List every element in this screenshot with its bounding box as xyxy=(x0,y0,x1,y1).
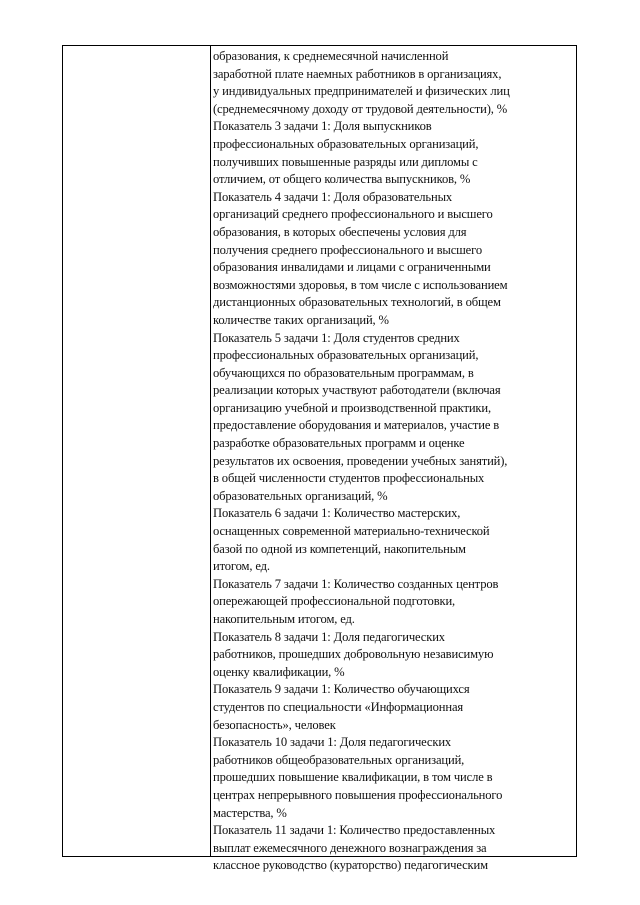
text-line: накопительным итогом, ед. xyxy=(213,612,355,626)
text-line: прошедших повышение квалификации, в том числе в xyxy=(213,770,493,785)
text-line: профессиональных образовательных организаций, xyxy=(213,348,479,363)
text-line: базой по одной из компетенций, накопительным xyxy=(213,541,466,556)
text-line: заработной плате наемных работников в организациях, xyxy=(213,66,502,81)
text-line: в общей численности студентов профессиональных xyxy=(213,471,485,486)
text-line: образования, к среднемесячной начисленной xyxy=(213,49,449,63)
text-line: профессиональных образовательных организаций, xyxy=(213,136,479,151)
text-line: работников, прошедших добровольную независимую xyxy=(213,647,494,662)
text-line: Показатель 11 задачи 1: Количество предоставленных xyxy=(213,823,496,838)
text-line: возможностями здоровья, в том числе с использованием xyxy=(213,277,508,292)
text-line: обучающихся по образовательным программам, в xyxy=(213,365,474,380)
text-line: организацию учебной и производственной практики, xyxy=(213,400,491,415)
document-table xyxy=(62,45,577,873)
table-right-column xyxy=(211,46,576,873)
text-line: отличием, от общего количества выпускников, % xyxy=(213,172,471,187)
text-line: безопасность», человек xyxy=(213,717,336,732)
table-left-column xyxy=(63,46,211,856)
text-line: Показатель 10 задачи 1: Доля педагогических xyxy=(213,735,452,750)
text-line: Показатель 7 задачи 1: Количество созданных центров xyxy=(213,576,499,591)
text-line: центрах непрерывного повышения профессионального xyxy=(213,787,503,802)
text-line: (среднемесячному доходу от трудовой деятельности), % xyxy=(213,101,508,116)
text-line: разработке образовательных программ и оценке xyxy=(213,436,465,451)
text-line: оснащенных современной материально-технической xyxy=(213,524,490,539)
text-line: организаций среднего профессионального и высшего xyxy=(213,207,493,222)
text-line: количестве таких организаций, % xyxy=(213,312,389,327)
text-line: опережающей профессиональной подготовки, xyxy=(213,594,456,609)
text-line: у индивидуальных предпринимателей и физических лиц xyxy=(213,84,510,99)
text-line: работников общеобразовательных организаций, xyxy=(213,752,465,767)
text-line: образования, в которых обеспечены условия для xyxy=(213,224,467,239)
text-line: образования инвалидами и лицами с ограниченными xyxy=(213,260,491,275)
text-line: оценку квалификации, % xyxy=(213,664,345,679)
text-line: получивших повышенные разряды или дипломы с xyxy=(213,154,478,169)
text-line: выплат ежемесячного денежного вознаграждения за xyxy=(213,840,487,855)
text-line: образовательных организаций, % xyxy=(213,488,388,503)
text-line: предоставление оборудования и материалов, участие в xyxy=(213,418,500,433)
text-line: Показатель 6 задачи 1: Количество мастерских, xyxy=(213,506,461,521)
text-line: Показатель 9 задачи 1: Количество обучающихся xyxy=(213,682,470,697)
text-line: Показатель 5 задачи 1: Доля студентов средних xyxy=(213,330,460,345)
text-line: получения среднего профессионального и высшего xyxy=(213,242,482,257)
text-line: Показатель 3 задачи 1: Доля выпускников xyxy=(213,119,432,134)
text-line: Показатель 8 задачи 1: Доля педагогических xyxy=(213,629,445,644)
text-line: мастерства, % xyxy=(213,805,287,820)
text-line: дистанционных образовательных технологий, в общем xyxy=(213,295,501,310)
text-line: результатов их освоения, проведении учебных занятий), xyxy=(213,453,508,468)
text-line: студентов по специальности «Информационная xyxy=(213,699,464,714)
text-line: классное руководство (кураторство) педагогическим xyxy=(213,858,488,873)
text-line: итогом, ед. xyxy=(213,559,270,574)
text-line: Показатель 4 задачи 1: Доля образовательных xyxy=(213,189,453,204)
text-line: реализации которых участвуют работодатели (включая xyxy=(213,383,501,398)
